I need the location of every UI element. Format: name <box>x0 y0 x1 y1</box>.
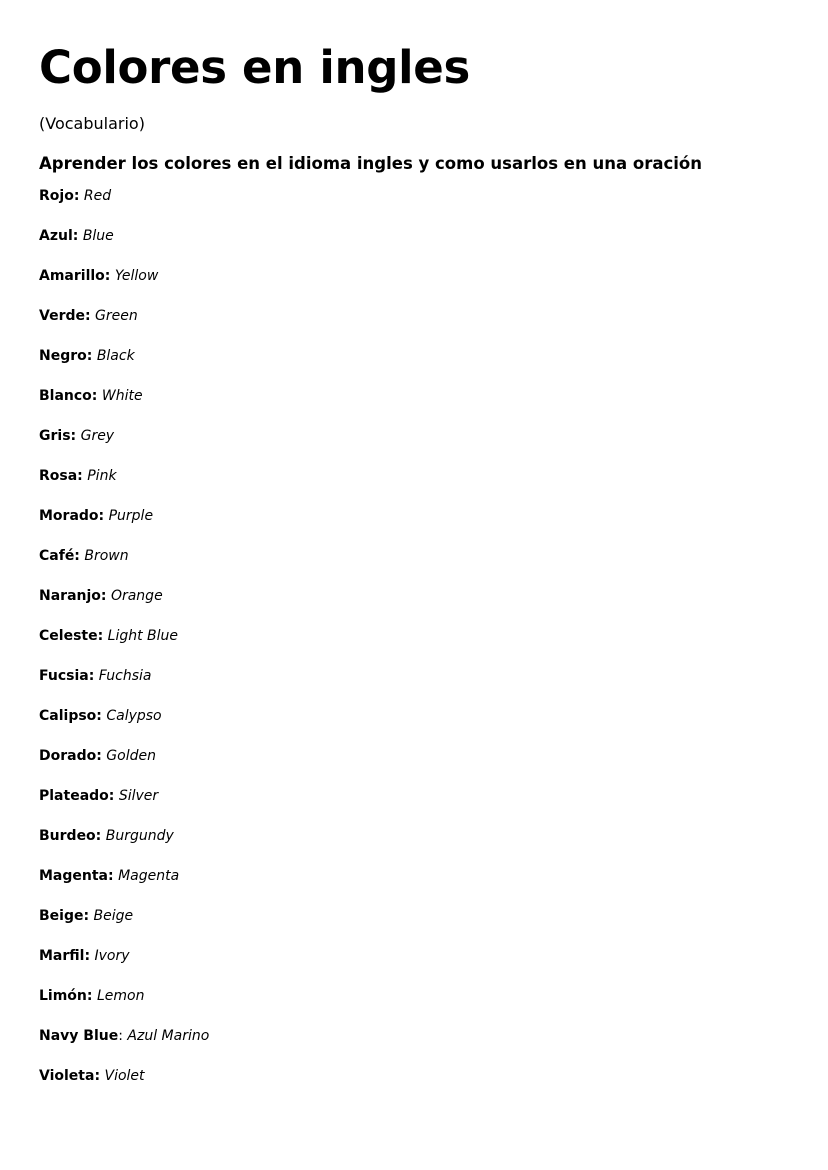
vocab-item <box>39 466 789 486</box>
vocab-term: Limón: <box>39 988 93 1004</box>
vocab-item <box>39 906 789 926</box>
section-heading: Aprender los colores en el idioma ingles y como usarlos en una oración <box>39 154 702 173</box>
vocab-term: Dorado: <box>39 748 102 764</box>
vocab-item <box>39 666 789 686</box>
vocab-translation: Light Blue <box>107 628 179 644</box>
vocab-translation: Violet <box>104 1068 145 1084</box>
vocab-term: Marfil: <box>39 948 91 964</box>
page-title: Colores en ingles <box>39 41 470 94</box>
vocab-translation: Green <box>95 308 138 324</box>
vocab-term: Violeta: <box>39 1068 101 1084</box>
vocab-term: Verde: <box>39 308 91 324</box>
vocab-item <box>39 1066 789 1086</box>
vocab-item <box>39 826 789 846</box>
vocab-term: Beige: <box>39 908 90 924</box>
vocab-separator: : <box>118 1028 123 1044</box>
vocab-term: Rojo: <box>39 188 80 204</box>
vocab-term: Navy Blue <box>39 1028 119 1044</box>
vocab-item <box>39 426 789 446</box>
vocab-translation: Purple <box>108 508 154 524</box>
vocab-item <box>39 986 789 1006</box>
vocab-term: Celeste: <box>39 628 104 644</box>
vocab-item <box>39 266 789 286</box>
vocab-term: Rosa: <box>39 468 83 484</box>
vocab-item <box>39 346 789 366</box>
vocab-translation: Lemon <box>96 988 145 1004</box>
vocab-item <box>39 946 789 966</box>
vocab-item <box>39 226 789 246</box>
vocab-term: Azul: <box>39 228 79 244</box>
vocab-term: Gris: <box>39 428 77 444</box>
vocab-translation: Orange <box>110 588 163 604</box>
vocab-translation: Black <box>96 348 135 364</box>
vocab-term: Blanco: <box>39 388 98 404</box>
vocab-translation: Red <box>83 188 112 204</box>
vocab-term: Amarillo: <box>39 268 111 284</box>
vocab-term: Magenta: <box>39 868 114 884</box>
vocab-item <box>39 866 789 886</box>
vocab-term: Café: <box>39 548 80 564</box>
vocab-translation: Silver <box>118 788 159 804</box>
vocab-item <box>39 506 789 526</box>
vocab-translation: Grey <box>80 428 115 444</box>
vocab-term: Calipso: <box>39 708 102 724</box>
vocab-term: Burdeo: <box>39 828 102 844</box>
vocab-item <box>39 786 789 806</box>
vocab-translation: Fuchsia <box>98 668 152 684</box>
vocab-translation: Brown <box>84 548 129 564</box>
vocab-translation: Calypso <box>106 708 162 724</box>
vocab-translation: Burgundy <box>105 828 174 844</box>
vocab-term: Naranjo: <box>39 588 107 604</box>
vocab-item <box>39 1026 789 1046</box>
vocab-translation: Pink <box>87 468 117 484</box>
page-subtitle: (Vocabulario) <box>39 114 145 133</box>
vocab-item <box>39 386 789 406</box>
vocab-item <box>39 626 789 646</box>
vocab-item <box>39 586 789 606</box>
vocab-translation: Beige <box>93 908 134 924</box>
vocab-term: Plateado: <box>39 788 115 804</box>
vocab-translation: White <box>101 388 143 404</box>
vocab-translation: Magenta <box>118 868 180 884</box>
vocab-translation: Azul Marino <box>127 1028 210 1044</box>
vocab-translation: Golden <box>106 748 156 764</box>
vocab-item <box>39 186 789 206</box>
vocab-translation: Blue <box>82 228 114 244</box>
vocab-term: Negro: <box>39 348 93 364</box>
vocab-item <box>39 746 789 766</box>
vocab-item <box>39 306 789 326</box>
vocab-term: Morado: <box>39 508 105 524</box>
vocab-item <box>39 706 789 726</box>
vocab-item <box>39 546 789 566</box>
vocabulary-list <box>39 186 789 1086</box>
vocab-translation: Yellow <box>114 268 159 284</box>
vocab-term: Fucsia: <box>39 668 95 684</box>
vocab-translation: Ivory <box>94 948 130 964</box>
